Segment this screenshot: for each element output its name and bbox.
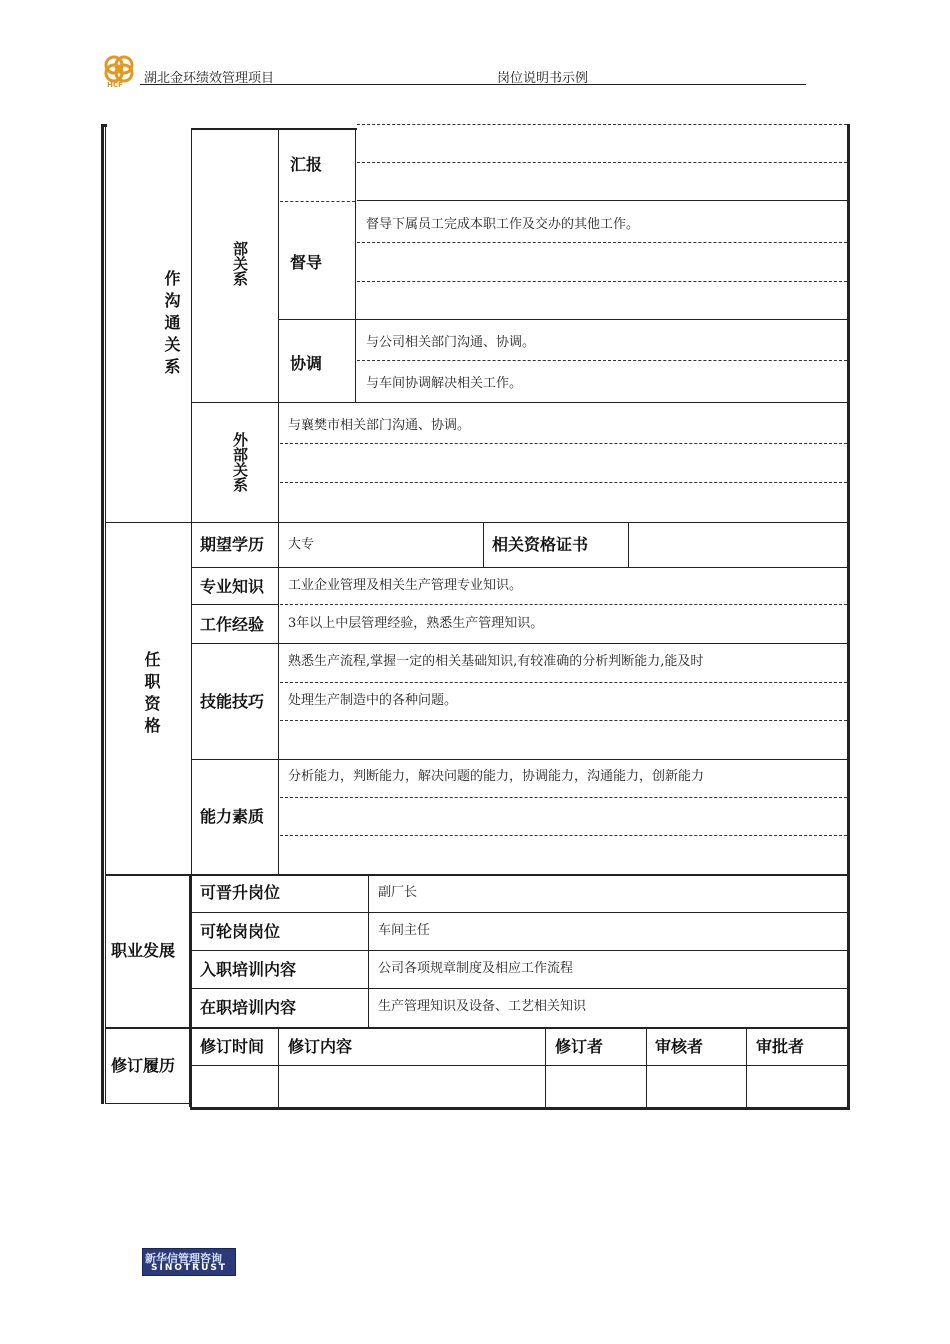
career-section-label: 职业发展 [111,941,176,960]
supervise-text: 督导下属员工完成本职工作及交办的其他工作。 [366,217,640,232]
footer-brand-line1: 新华信管理咨询 [145,1252,222,1265]
logo-text: HCF [107,81,123,89]
ability-value: 分析能力，判断能力，解决问题的能力，协调能力，沟通能力，创新能力 [288,769,705,784]
skills-line-1: 熟悉生产流程,掌握一定的相关基础知识,有较准确的分析判断能力,能及时 [288,654,704,669]
qualifications-section-label: 任职资格 [142,651,161,739]
coordinate-line-1: 与公司相关部门沟通、协调。 [366,335,536,350]
career-row-value: 车间主任 [378,923,431,938]
external-relations-label: 外部关系 [231,432,249,492]
career-row-value: 生产管理知识及设备、工艺相关知识 [378,999,587,1014]
revision-col-content: 修订内容 [288,1037,353,1056]
revision-section-label: 修订履历 [111,1056,176,1075]
experience-value: 3年以上中层管理经验，熟悉生产管理知识。 [288,616,544,631]
revision-col-reviewer: 审核者 [655,1037,704,1056]
skills-line-2: 处理生产制造中的各种问题。 [288,693,458,708]
footer-brand-logo [142,1248,236,1276]
career-row-label: 可轮岗岗位 [200,922,281,941]
header-doc-title: 岗位说明书示例 [497,71,589,86]
certificate-label: 相关资格证书 [492,535,589,554]
career-row-label: 可晋升岗位 [200,883,281,902]
experience-label: 工作经验 [200,615,265,634]
skills-label: 技能技巧 [200,692,265,711]
revision-col-time: 修订时间 [200,1037,265,1056]
external-relations-text: 与襄樊市相关部门沟通、协调。 [288,418,471,433]
career-row-value: 副厂长 [378,885,418,900]
revision-col-reviser: 修订者 [555,1037,604,1056]
career-row-label: 在职培训内容 [200,998,297,1017]
career-row-value: 公司各项规章制度及相应工作流程 [378,961,574,976]
revision-col-approver: 审批者 [756,1037,805,1056]
education-label: 期望学历 [200,535,265,554]
header-project-name: 湖北金环绩效管理项目 [144,71,275,86]
ability-label: 能力素质 [200,807,265,826]
work-relations-section-label: 作沟通关系 [162,270,181,380]
knowledge-value: 工业企业管理及相关生产管理专业知识。 [288,578,523,593]
career-row-label: 入职培训内容 [200,960,297,979]
internal-relations-label: 部关系 [231,241,249,286]
education-value: 大专 [288,537,315,552]
knowledge-label: 专业知识 [200,577,265,596]
footer-brand-line2: SINOTRUST [151,1263,228,1273]
coordinate-label: 协调 [290,354,323,373]
supervise-label: 督导 [290,253,323,272]
report-label: 汇报 [290,155,323,174]
coordinate-line-2: 与车间协调解决相关工作。 [366,376,523,391]
